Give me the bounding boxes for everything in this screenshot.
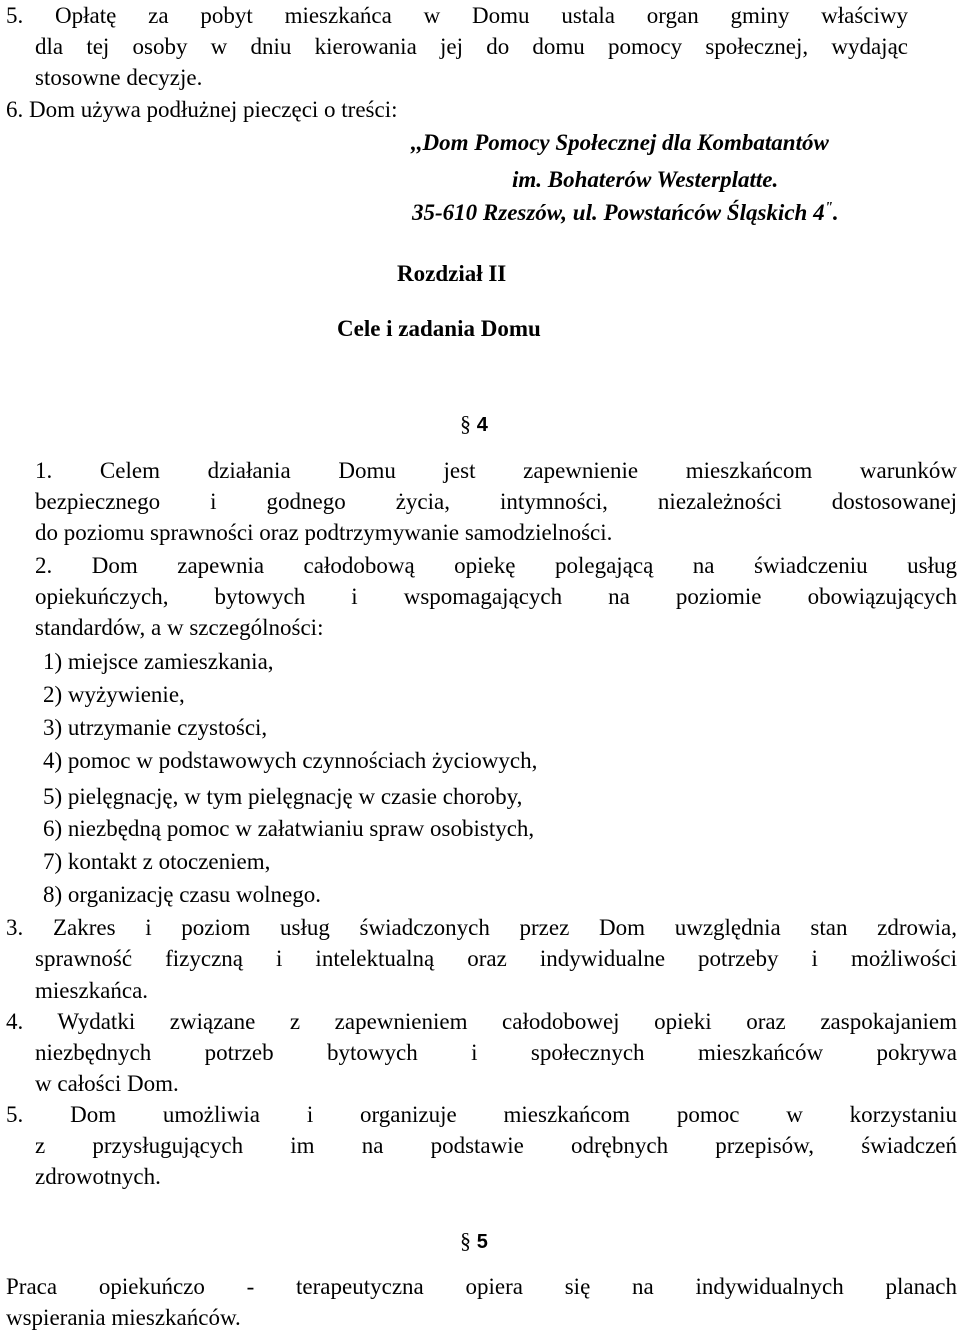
section-symbol: § <box>460 411 471 436</box>
section-5-heading <box>460 1225 488 1258</box>
stamp-quote-mark: " <box>824 199 833 216</box>
chapter-title: Rozdział II <box>397 261 507 286</box>
s4-p4-line-1: 4. Wydatki związane z zapewnieniem całodobowej opieki oraz zaspokajaniem <box>6 1009 957 1034</box>
list-item: 5) pielęgnację, w tym pielęgnację w czasie choroby, <box>43 784 523 809</box>
section-4-heading <box>460 408 488 441</box>
chapter-subtitle: Cele i zadania Domu <box>337 316 541 341</box>
s5-line-2: wspierania mieszkańców. <box>6 1305 241 1330</box>
section-number: 5 <box>476 1231 488 1253</box>
s4-p1-line-1: 1. Celem działania Domu jest zapewnienie mieszkańcom warunków <box>35 458 957 483</box>
stamp-line-1: ,,Dom Pomocy Społecznej dla Kombatantów <box>411 130 829 155</box>
list-item: 3) utrzymanie czystości, <box>43 715 268 740</box>
list-item: 4) pomoc w podstawowych czynnościach życiowych, <box>43 748 538 773</box>
list-item: 7) kontakt z otoczeniem, <box>43 849 271 874</box>
s4-p2-line-2: opiekuńczych, bytowych i wspomagających na poziomie obowiązujących <box>35 584 957 609</box>
section-symbol: § <box>460 1228 471 1253</box>
s4-p4-line-3: w całości Dom. <box>35 1071 179 1096</box>
s4-p3-line-3: mieszkańca. <box>35 978 149 1003</box>
s4-p5-line-2: z przysługujących im na podstawie odrębnych przepisów, świadczeń <box>35 1133 957 1158</box>
s4-p5-line-1: 5. Dom umożliwia i organizuje mieszkańcom pomoc w korzystaniu <box>6 1102 957 1127</box>
paragraph-5-line-1: 5. Opłatę za pobyt mieszkańca w Domu ustala organ gminy właściwy <box>6 3 908 28</box>
s4-p4-line-2: niezbędnych potrzeb bytowych i społecznych mieszkańców pokrywa <box>35 1040 957 1065</box>
s4-p2-line-3: standardów, a w szczególności: <box>35 615 324 640</box>
section-number: 4 <box>476 414 488 436</box>
s4-p5-line-3: zdrowotnych. <box>35 1164 161 1189</box>
stamp-line-2: im. Bohaterów Westerplatte. <box>512 167 779 192</box>
s4-p1-line-2: bezpiecznego i godnego życia, intymności, niezależności dostosowanej <box>35 489 957 514</box>
s5-line-1: Praca opiekuńczo - terapeutyczna opiera się na indywidualnych planach <box>6 1274 957 1299</box>
s4-p3-line-2: sprawność fizyczną i intelektualną oraz indywidualne potrzeby i możliwości <box>35 946 957 971</box>
s4-p2-line-1: 2. Dom zapewnia całodobową opiekę polegającą na świadczeniu usług <box>35 553 957 578</box>
paragraph-5-line-3: stosowne decyzje. <box>35 65 203 90</box>
paragraph-6-line-1: 6. Dom używa podłużnej pieczęci o treści: <box>6 97 398 122</box>
stamp-line-3-end: . <box>832 200 839 225</box>
list-item: 6) niezbędną pomoc w załatwianiu spraw osobistych, <box>43 816 535 841</box>
stamp-line-3 <box>412 197 839 228</box>
list-item: 2) wyżywienie, <box>43 682 185 707</box>
list-item: 8) organizację czasu wolnego. <box>43 882 322 907</box>
s4-p3-line-1: 3. Zakres i poziom usług świadczonych przez Dom uwzględnia stan zdrowia, <box>6 915 957 940</box>
paragraph-5-line-2: dla tej osoby w dniu kierowania jej do domu pomocy społecznej, wydając <box>35 34 908 59</box>
s4-p1-line-3: do poziomu sprawności oraz podtrzymywanie samodzielności. <box>35 520 613 545</box>
list-item: 1) miejsce zamieszkania, <box>43 649 274 674</box>
stamp-line-3-text: 35-610 Rzeszów, ul. Powstańców Śląskich 4 <box>412 200 825 225</box>
